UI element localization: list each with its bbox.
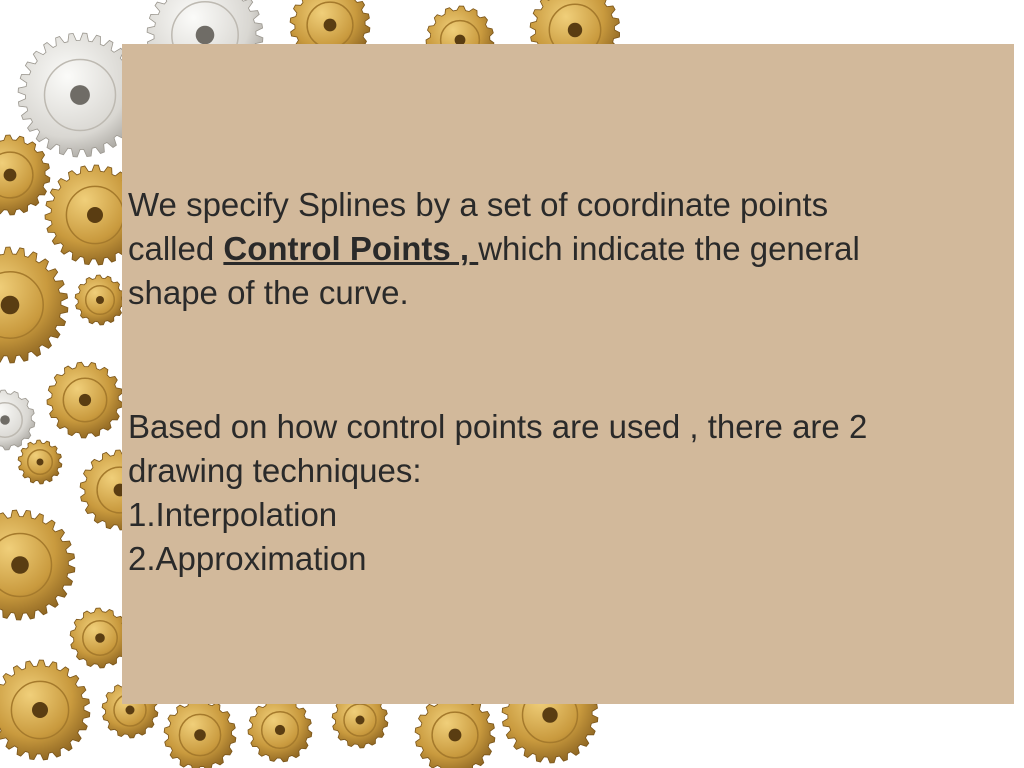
- gear-hub: [568, 23, 582, 37]
- gear-hub: [32, 702, 48, 718]
- gear-hub: [196, 26, 215, 45]
- paragraph1-line2-suffix: which indicate the general: [478, 230, 860, 267]
- paragraph-drawing-techniques: [128, 405, 998, 581]
- gear-hub: [449, 729, 462, 742]
- gear-hub: [275, 725, 285, 735]
- content-panel: [122, 44, 1014, 704]
- technique-item-interpolation: 1.Interpolation: [128, 496, 338, 533]
- gear-hub: [324, 19, 337, 32]
- gear-hub: [79, 394, 91, 406]
- gear-hub: [542, 707, 557, 722]
- control-points-term: Control Points ,: [223, 230, 479, 267]
- paragraph1-line2-prefix: called: [128, 230, 224, 267]
- gear-hub: [37, 459, 44, 466]
- paragraph2-line1: Based on how control points are used , there are 2: [128, 408, 868, 445]
- paragraph1-line2: [128, 227, 998, 271]
- paragraph1-line3: shape of the curve.: [128, 274, 409, 311]
- gear-hub: [87, 207, 103, 223]
- gear-hub: [194, 729, 206, 741]
- technique-item-approximation: 2.Approximation: [128, 540, 367, 577]
- gear-hub: [0, 415, 10, 425]
- gear-hub: [1, 296, 20, 315]
- gear-hub: [126, 706, 135, 715]
- paragraph1-line1: We specify Splines by a set of coordinate points: [128, 186, 829, 223]
- paragraph-splines-definition: [128, 183, 998, 315]
- gear-hub: [95, 633, 105, 643]
- gear-hub: [356, 716, 365, 725]
- paragraph2-line2: drawing techniques:: [128, 452, 422, 489]
- gear-hub: [70, 85, 90, 105]
- gear-hub: [11, 556, 29, 574]
- gear-hub: [4, 169, 17, 182]
- gear-hub: [96, 296, 104, 304]
